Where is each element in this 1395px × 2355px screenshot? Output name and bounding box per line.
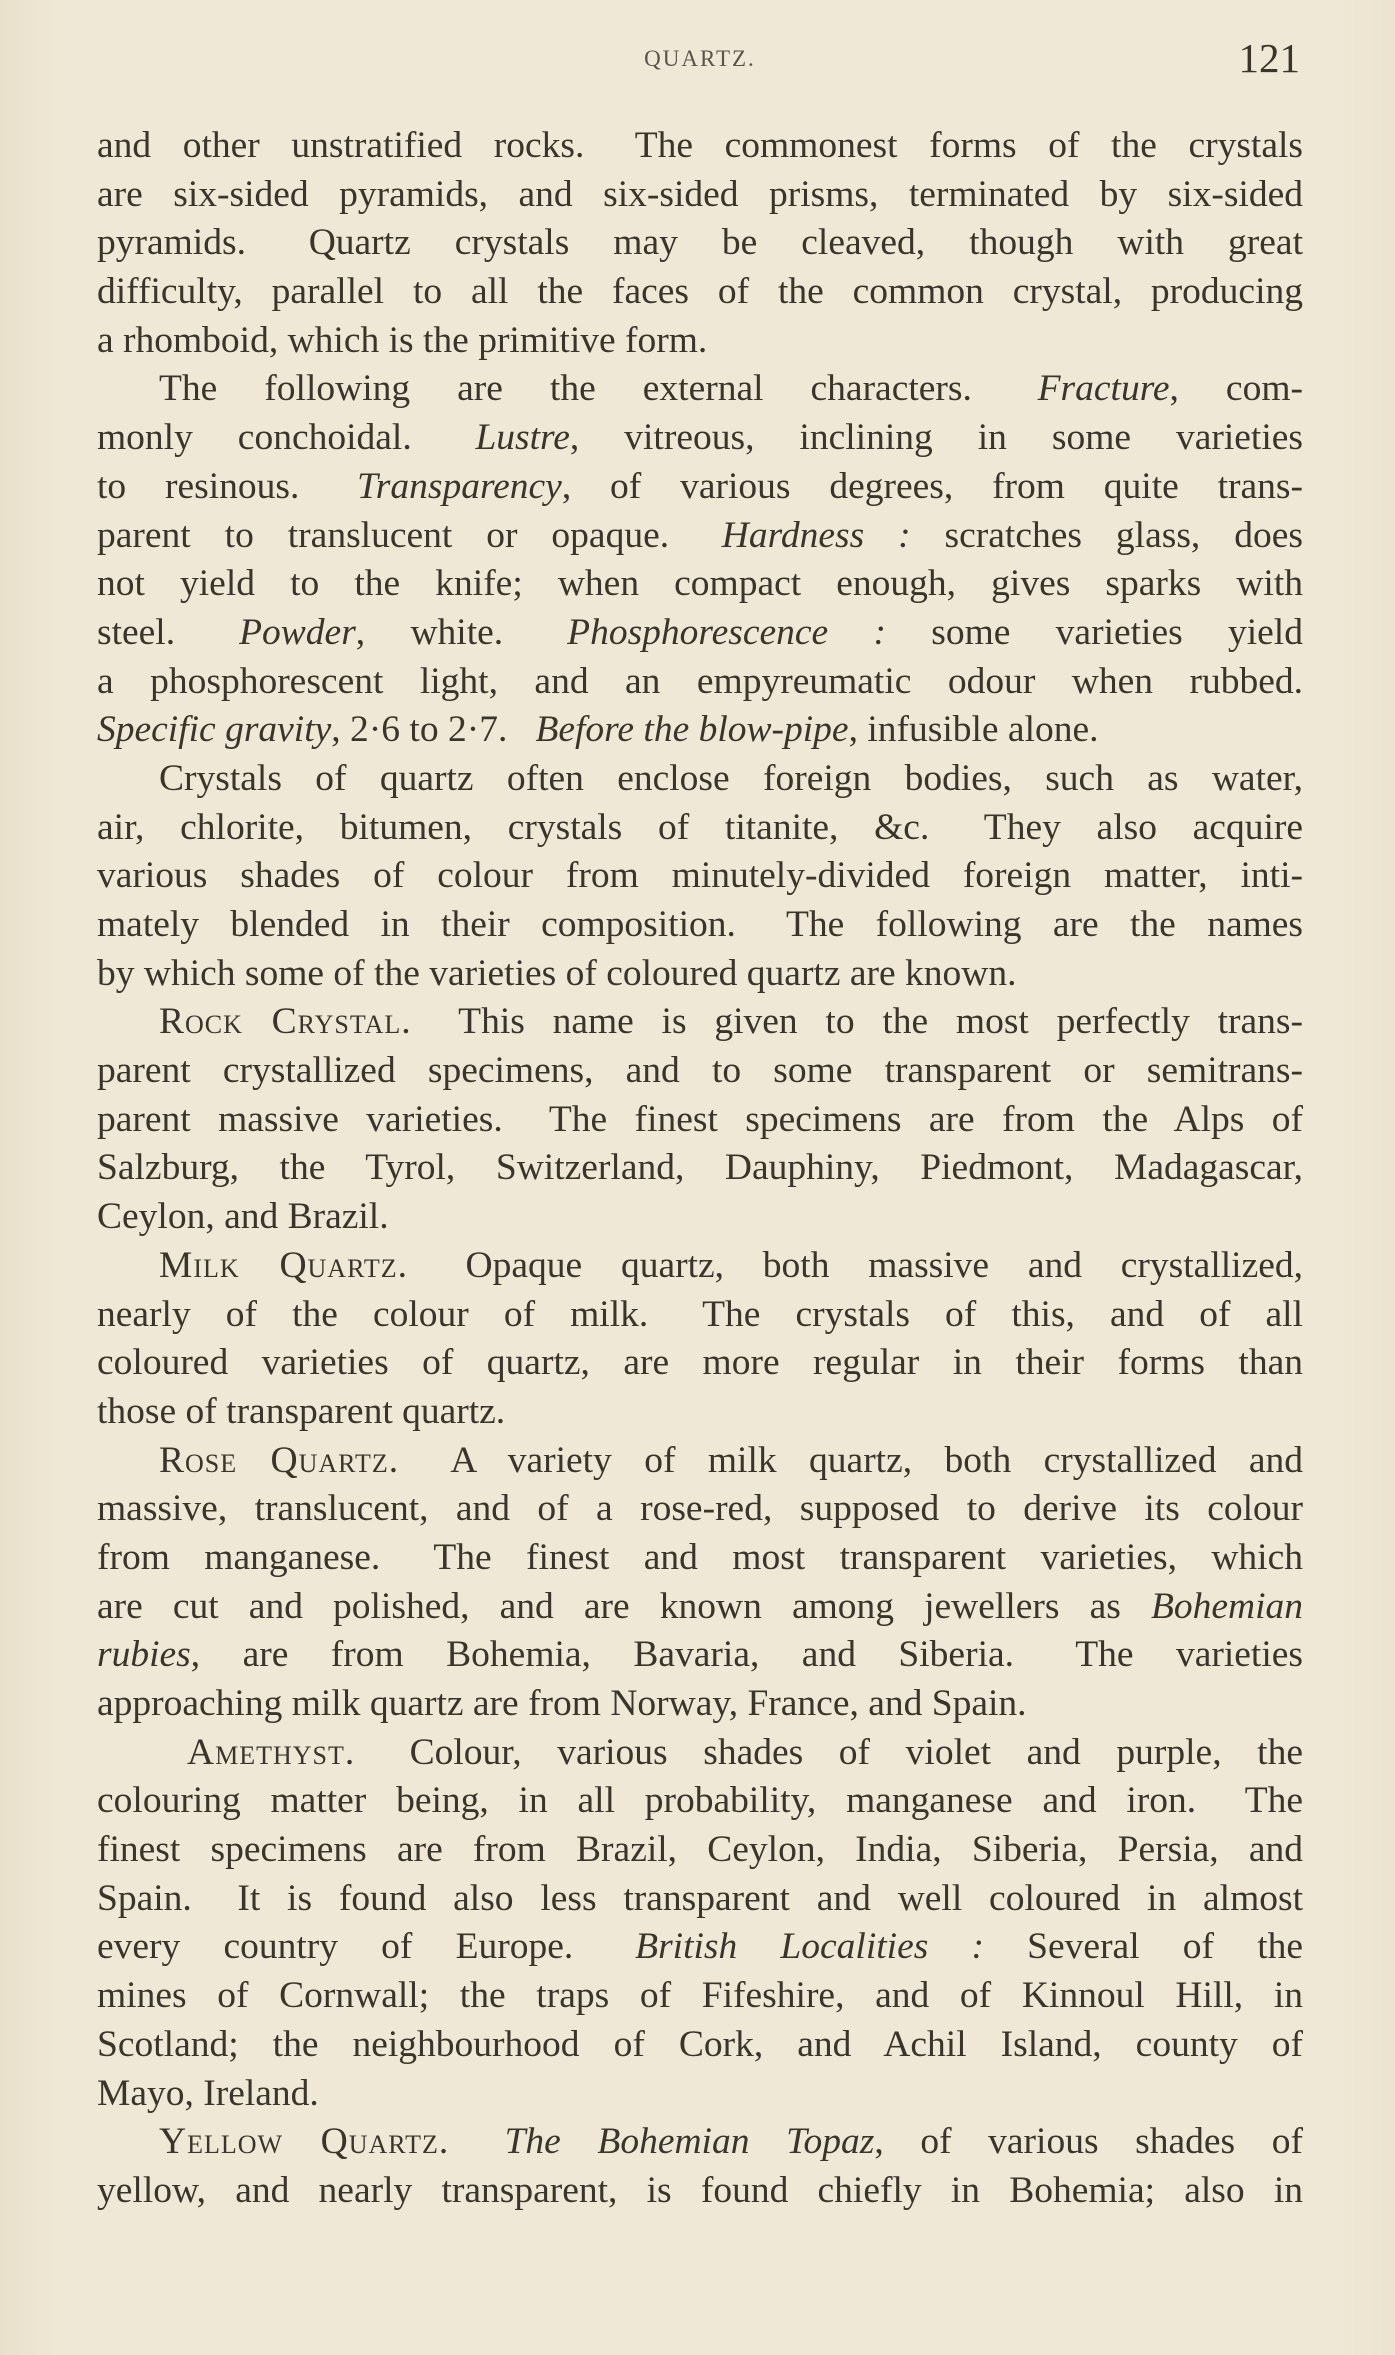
text-line xyxy=(97,755,1303,804)
paragraph-yellow-quartz xyxy=(97,2118,1303,2215)
text-run: are cut and polished, and are known among jewellers as xyxy=(97,1585,1151,1627)
text-run: A variety of milk quartz, both crystallized and xyxy=(399,1439,1304,1481)
page-number: 121 xyxy=(1238,35,1300,81)
text-line xyxy=(97,2167,1303,2216)
text-line xyxy=(97,1631,1303,1680)
text-line xyxy=(97,1972,1303,2021)
text-run: , com- xyxy=(1169,368,1303,410)
text-line xyxy=(97,1242,1303,1291)
paragraph-foreign-bodies xyxy=(97,755,1303,998)
text-line xyxy=(97,317,1303,366)
text-run: Colour, various shades of violet and purple, the xyxy=(355,1731,1303,1773)
italic-term: Hardness : xyxy=(721,514,911,556)
text-run: Mayo, Ireland. xyxy=(97,2072,319,2114)
variety-heading: Milk Quartz. xyxy=(159,1244,408,1286)
text-run: difficulty, parallel to all the faces of the common crystal, producing xyxy=(97,271,1303,313)
text-run: Several of the xyxy=(984,1926,1304,1968)
text-run: , of various degrees, from quite trans- xyxy=(561,465,1303,507)
text-run: Scotland; the neighbourhood of Cork, and Achil Island, county of xyxy=(97,2023,1303,2065)
text-line xyxy=(97,1923,1303,1972)
text-line xyxy=(97,219,1303,268)
italic-term: Bohemian xyxy=(1150,1585,1303,1627)
text-run: This name is given to the most perfectly trans- xyxy=(411,1001,1303,1043)
text-line xyxy=(97,609,1303,658)
text-line xyxy=(97,852,1303,901)
text-line xyxy=(97,1437,1303,1486)
text-line xyxy=(97,950,1303,999)
text-line xyxy=(97,1096,1303,1145)
text-run: approaching milk quartz are from Norway, France, and Spain. xyxy=(97,1683,1027,1724)
text-run: Opaque quartz, both massive and crystallized, xyxy=(408,1244,1303,1286)
paragraph-crystal-forms xyxy=(97,122,1303,365)
text-run: coloured varieties of quartz, are more regular in their forms than xyxy=(97,1342,1303,1384)
variety-heading: Yellow Quartz. xyxy=(159,2121,450,2163)
text-run: , infusible alone. xyxy=(848,709,1099,751)
text-run xyxy=(449,2121,504,2162)
text-line xyxy=(97,171,1303,220)
text-run: mately blended in their composition. The following are the names xyxy=(97,904,1303,945)
italic-term: Powder xyxy=(239,611,356,653)
paragraph-rose-quartz xyxy=(97,1437,1303,1729)
italic-term: Before the blow-pipe xyxy=(535,709,849,751)
text-run: pyramids. Quartz crystals may be cleaved, though with great xyxy=(97,222,1303,264)
text-line xyxy=(97,1777,1303,1826)
text-line xyxy=(97,1339,1303,1388)
text-line xyxy=(97,560,1303,609)
text-line xyxy=(97,1534,1303,1583)
text-run: a phosphorescent light, and an empyreumatic odour when rubbed. xyxy=(97,660,1303,702)
italic-term: The Bohemian Topaz xyxy=(504,2121,875,2163)
text-line xyxy=(97,414,1303,463)
text-run: air, chlorite, bitumen, crystals of titanite, &c. They also acquire xyxy=(97,806,1303,848)
paragraph-amethyst xyxy=(97,1729,1303,2119)
text-run: steel. xyxy=(97,611,240,653)
text-run: yellow, and nearly transparent, is found chiefly in Bohemia; also in xyxy=(97,2169,1303,2211)
variety-heading: Rose Quartz. xyxy=(159,1439,400,1481)
text-line xyxy=(97,1826,1303,1875)
text-run: monly conchoidal. xyxy=(97,417,476,459)
text-run: and other unstratified rocks. The commonest forms of the crystals xyxy=(97,125,1303,166)
paragraph-rock-crystal xyxy=(97,998,1303,1241)
text-line xyxy=(97,1485,1303,1534)
italic-term: Phosphorescence : xyxy=(567,611,886,653)
text-line xyxy=(97,901,1303,950)
italic-term: Transparency xyxy=(356,465,562,507)
italic-term: rubies xyxy=(97,1634,191,1676)
text-line xyxy=(97,1680,1303,1729)
text-line xyxy=(97,2070,1303,2119)
text-line xyxy=(97,2118,1303,2167)
text-run: by which some of the varieties of coloured quartz are known. xyxy=(97,952,1017,994)
text-line xyxy=(97,658,1303,707)
text-line xyxy=(97,706,1303,755)
italic-term: Specific gravity xyxy=(97,709,332,751)
text-run: Salzburg, the Tyrol, Switzerland, Dauphiny, Piedmont, Madagascar, xyxy=(97,1147,1303,1189)
paragraph-milk-quartz xyxy=(97,1242,1303,1437)
text-run: a rhomboid, which is the primitive form. xyxy=(97,319,708,361)
italic-term: Lustre xyxy=(475,417,570,459)
text-run: from manganese. The finest and most transparent varieties, which xyxy=(97,1536,1303,1578)
italic-term: Fracture xyxy=(1037,368,1170,410)
text-line xyxy=(97,998,1303,1047)
text-line xyxy=(97,1583,1303,1632)
text-run: Crystals of quartz often enclose foreign bodies, such as water, xyxy=(159,757,1303,799)
text-line xyxy=(97,512,1303,561)
text-run: are six-sided pyramids, and six-sided prisms, terminated by six-sided xyxy=(97,173,1303,215)
variety-heading: Rock Crystal. xyxy=(159,1001,412,1043)
text-run: The following are the external characters. xyxy=(159,368,1038,410)
text-run: parent crystallized specimens, and to some transparent or semitrans- xyxy=(97,1050,1303,1092)
variety-heading: Amethyst. xyxy=(187,1731,356,1773)
text-line xyxy=(97,1388,1303,1437)
text-run: Ceylon, and Brazil. xyxy=(97,1196,389,1238)
text-run: finest specimens are from Brazil, Ceylon, India, Siberia, Persia, and xyxy=(97,1829,1303,1871)
text-run: , white. xyxy=(355,611,568,653)
text-run: some varieties yield xyxy=(885,611,1303,653)
text-run: nearly of the colour of milk. The crystals of this, and of all xyxy=(97,1293,1303,1335)
text-run: not yield to the knife; when compact enough, gives sparks with xyxy=(97,563,1303,605)
text-run: , of various shades of xyxy=(874,2121,1303,2163)
text-run: , vitreous, inclining in some varieties xyxy=(569,417,1303,459)
text-line xyxy=(97,1047,1303,1096)
text-line xyxy=(97,804,1303,853)
body-text xyxy=(97,122,1303,2216)
text-run: every country of Europe. xyxy=(97,1926,636,1968)
text-run: parent to translucent or opaque. xyxy=(97,514,722,556)
paragraph-external-characters xyxy=(97,365,1303,755)
text-run: those of transparent quartz. xyxy=(97,1390,506,1432)
text-run: massive, translucent, and of a rose-red, supposed to derive its colour xyxy=(97,1488,1303,1530)
text-run: parent massive varieties. The finest specimens are from the Alps of xyxy=(97,1098,1303,1140)
text-run: to resinous. xyxy=(97,465,357,507)
text-run: Spain. It is found also less transparent and well coloured in almost xyxy=(97,1877,1303,1919)
text-run: colouring matter being, in all probability, manganese and iron. The xyxy=(97,1780,1303,1822)
text-line xyxy=(97,122,1303,171)
text-line xyxy=(97,1875,1303,1924)
italic-term: British Localities : xyxy=(635,1926,984,1968)
text-run: scratches glass, does xyxy=(910,514,1303,556)
text-line xyxy=(97,463,1303,512)
text-run: , are from Bohemia, Bavaria, and Siberia. The varieties xyxy=(190,1634,1303,1676)
text-run: , 2·6 to 2·7. xyxy=(331,709,536,751)
running-head: QUARTZ. xyxy=(644,46,756,71)
text-line xyxy=(97,1144,1303,1193)
text-line xyxy=(97,365,1303,414)
text-line xyxy=(97,268,1303,317)
text-line xyxy=(97,1729,1303,1778)
text-line xyxy=(97,2021,1303,2070)
text-line xyxy=(97,1193,1303,1242)
text-run: mines of Cornwall; the traps of Fifeshire, and of Kinnoul Hill, in xyxy=(97,1975,1303,2017)
text-run: various shades of colour from minutely-divided foreign matter, inti- xyxy=(97,855,1303,897)
text-line xyxy=(97,1291,1303,1340)
